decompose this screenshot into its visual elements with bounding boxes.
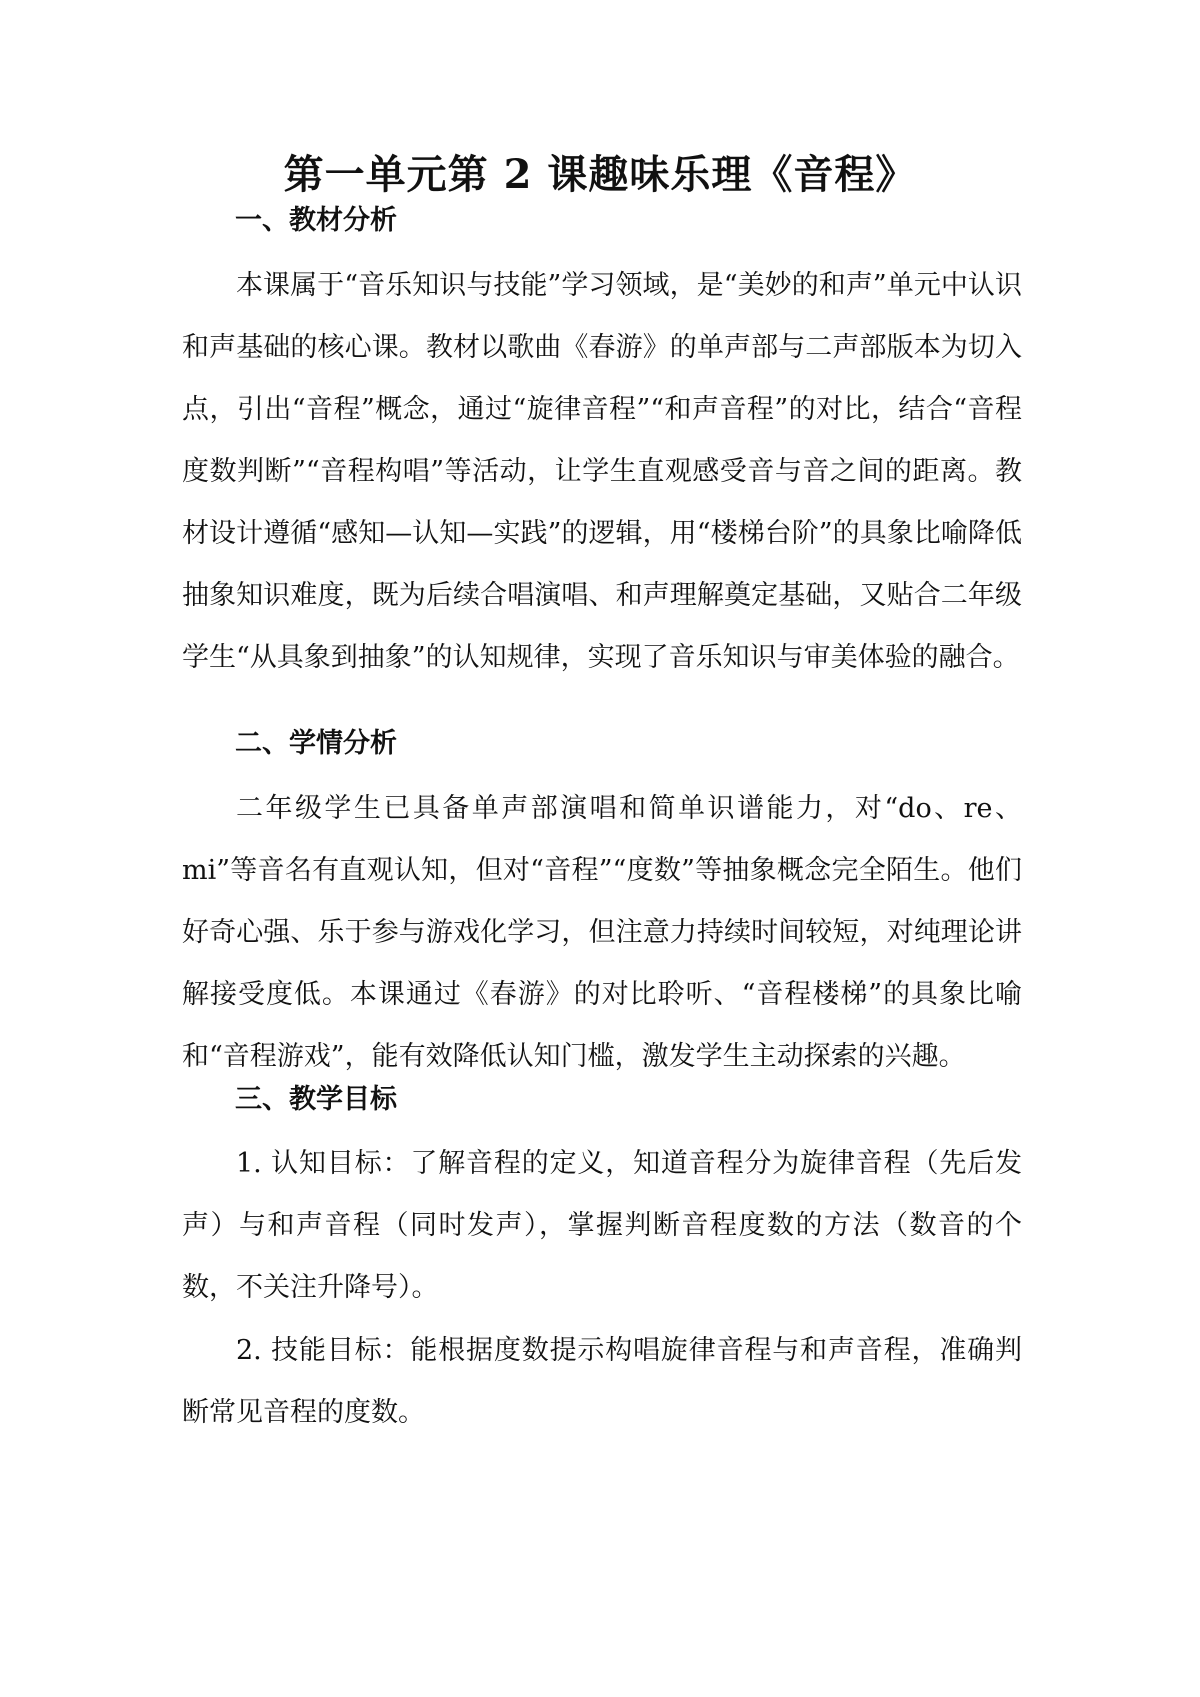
section-heading-teaching-goals: 三、教学目标 — [235, 1084, 397, 1115]
section-heading-student-analysis: 二、学情分析 — [235, 728, 397, 759]
paragraph-goal-cognitive: 1. 认知目标：了解音程的定义，知道音程分为旋律音程（先后发声）与和声音程（同时发声），掌握判断音程度数的方法（数音的个数，不关注升降号）。 — [182, 1148, 1022, 1303]
paragraph-goal-skill: 2. 技能目标：能根据度数提示构唱旋律音程与和声音程，准确判断常见音程的度数。 — [182, 1335, 1022, 1428]
paragraph-student-analysis: 二年级学生已具备单声部演唱和简单识谱能力，对“do、re、mi”等音名有直观认知，但对“音程”“度数”等抽象概念完全陌生。他们好奇心强、乐于参与游戏化学习，但注意力持续时间较短，对纯理论讲解接受度低。本课通过《春游》的对比聆听、“音程楼梯”的具象比喻和“音程游戏”，能有效降低认知门槛，激发学生主动探索的兴趣。 — [182, 793, 1022, 1072]
paragraph-textbook-analysis: 本课属于“音乐知识与技能”学习领域，是“美妙的和声”单元中认识和声基础的核心课。教材以歌曲《春游》的单声部与二声部版本为切入点，引出“音程”概念，通过“旋律音程”“和声音程”的对比，结合“音程度数判断”“音程构唱”等活动，让学生直观感受音与音之间的距离。教材设计遵循“感知—认知—实践”的逻辑，用“楼梯台阶”的具象比喻降低抽象知识难度，既为后续合唱演唱、和声理解奠定基础，又贴合二年级学生“从具象到抽象”的认知规律，实现了音乐知识与审美体验的融合。 — [182, 270, 1022, 673]
section-heading-textbook-analysis: 一、教材分析 — [235, 205, 397, 236]
document-title: 第一单元第 2 课趣味乐理《音程》 — [283, 151, 917, 198]
